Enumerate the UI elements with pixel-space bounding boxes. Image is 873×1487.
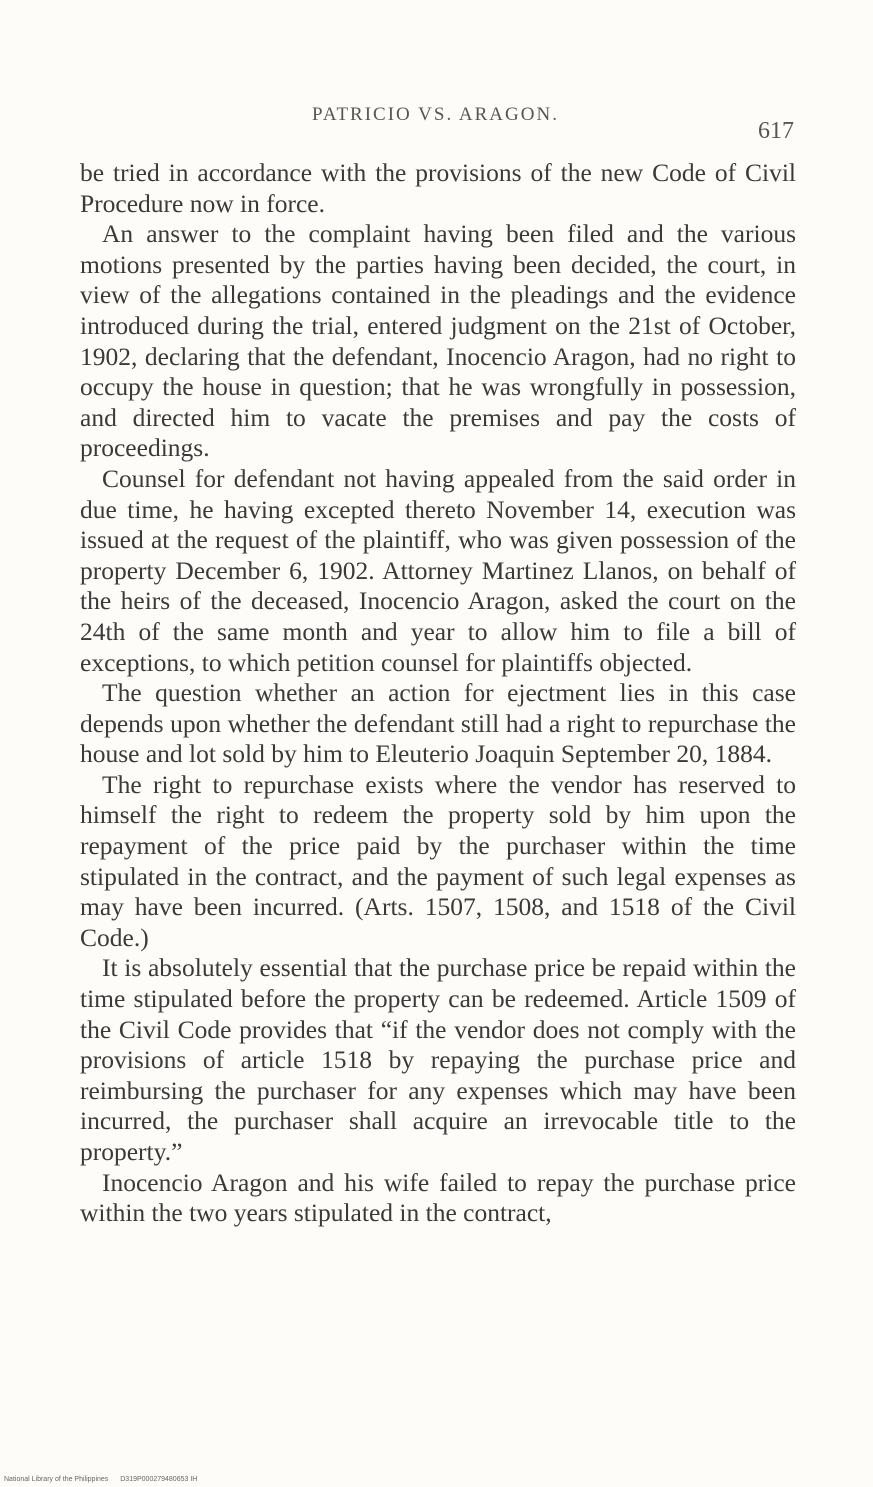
paragraph-question-of-ejectment: The question whether an action for ejectment lies in this case depends upon whether the defendant still had a right to repurchase the house and lot sold by him to Eleuterio Joaquin September 20, 1884. — [80, 678, 796, 769]
paragraph-failure-to-repay: Inocencio Aragon and his wife failed to repay the purchase price within the two years stipulated in the contract, — [80, 1167, 796, 1228]
running-head: PATRICIO VS. ARAGON. — [312, 104, 559, 125]
paragraph-answer-to-complaint: An answer to the complaint having been filed and the various motions presented by the parties having been decided, the court, in view of the allegations contained in the pleadings and the evidence introduced during the trial, entered judgment on the 21st of October, 1902, declaring that the defendant, Inocencio Aragon, had no right to occupy the house in question; that he was wrongfully in possession, and directed him to vacate the premises and pay the costs of proceedings. — [80, 219, 796, 463]
paragraph-continuation: be tried in accordance with the provisions of the new Code of Civil Procedure now in force. — [80, 158, 796, 218]
paragraph-purchase-price-repaid: It is absolutely essential that the purchase price be repaid within the time stipulated before the property can be redeemed. Article 1509 of the Civil Code provides that “if the vendor does not comply with the provisions of article 1518 by repaying the purchase price and reimbursing the purchaser for any expenses which may have been incurred, the purchaser shall acquire an irrevocable title to the property.” — [80, 953, 796, 1166]
scan-reference: D319P000279480653 IH — [120, 1476, 198, 1483]
page-number: 617 — [758, 118, 794, 144]
paragraph-counsel-for-defendant: Counsel for defendant not having appealed from the said order in due time, he having excepted thereto November 14, execution was issued at the request of the plaintiff, who was given possession of the property December 6, 1902. Attorney Martinez Llanos, on behalf of the heirs of the deceased, Inocencio Aragon, asked the court on the 24th of the same month and year to allow him to file a bill of exceptions, to which petition counsel for plaintiffs objected. — [80, 463, 796, 677]
paragraph-right-to-repurchase: The right to repurchase exists where the vendor has reserved to himself the right to redeem the property sold by him upon the repayment of the price paid by the purchaser within the time stipulated in the contract, and the payment of such legal expenses as may have been incurred. (Arts. 1507, 1508, and 1518 of the Civil Code.) — [80, 769, 796, 952]
scan-footer — [4, 1476, 197, 1483]
library-credit: National Library of the Philippines — [4, 1476, 109, 1483]
body-text — [80, 158, 796, 1229]
